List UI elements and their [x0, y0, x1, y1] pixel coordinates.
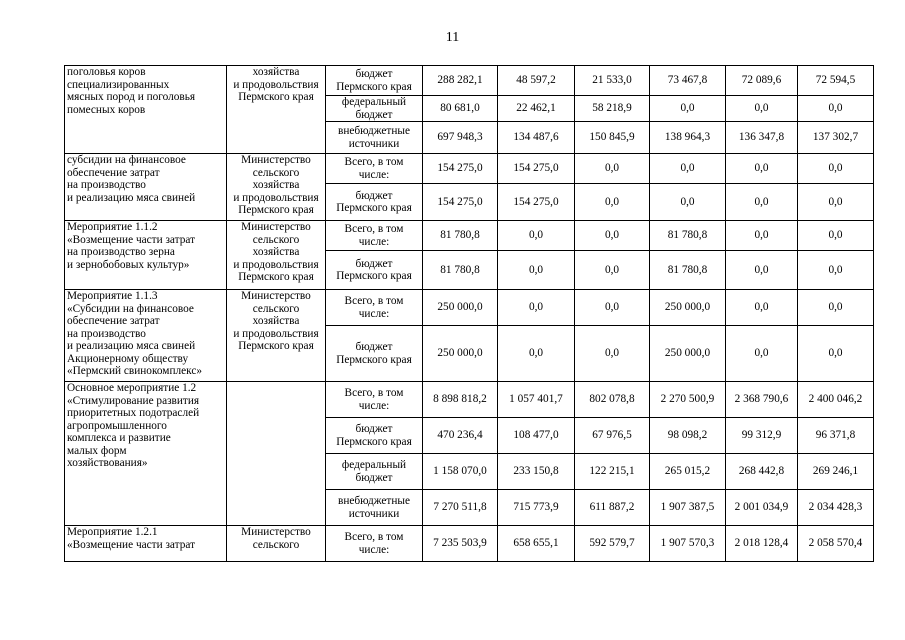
measure-name-line: обеспечение затрат — [67, 315, 160, 327]
amount-cell: 0,0 — [575, 154, 650, 184]
executor-cell — [227, 66, 326, 154]
funding-source-cell — [326, 154, 423, 184]
amount-cell: 658 655,1 — [498, 526, 575, 562]
measure-name-cell — [65, 154, 227, 221]
measure-name-cell — [65, 221, 227, 290]
executor-line: Пермского края — [238, 204, 314, 216]
executor-line: Министерство — [241, 221, 311, 233]
funding-source-line: источники — [348, 137, 400, 150]
amount-cell: 0,0 — [798, 290, 874, 326]
amount-cell: 72 594,5 — [798, 66, 874, 96]
amount-cell: 7 235 503,9 — [423, 526, 498, 562]
funding-source-line: числе: — [358, 168, 390, 181]
amount-cell: 137 302,7 — [798, 122, 874, 154]
funding-source-line: внебюджетные — [337, 125, 410, 137]
measure-name-line: на производство зерна — [67, 246, 175, 258]
measure-name-line: на производство — [67, 327, 146, 340]
amount-cell: 154 275,0 — [423, 154, 498, 184]
amount-cell: 136 347,8 — [726, 122, 798, 154]
executor-line: сельского — [252, 302, 300, 315]
table-row — [65, 221, 874, 251]
amount-cell: 2 270 500,9 — [650, 382, 726, 418]
amount-cell: 0,0 — [726, 221, 798, 251]
funding-source-cell — [326, 418, 423, 454]
amount-cell: 0,0 — [798, 184, 874, 221]
measure-name-line: приоритетных подотраслей — [67, 407, 200, 419]
amount-cell: 2 018 128,4 — [726, 526, 798, 562]
executor-line: хозяйства — [252, 179, 300, 191]
funding-source-line: федеральный — [341, 459, 407, 471]
funding-source-cell — [326, 122, 423, 154]
funding-source-line: бюджет — [355, 68, 393, 80]
executor-line: хозяйства — [252, 66, 300, 78]
funding-source-line: бюджет — [355, 341, 393, 353]
amount-cell: 7 270 511,8 — [423, 490, 498, 526]
funding-source-line: Всего, в том — [344, 156, 404, 168]
amount-cell: 2 058 570,4 — [798, 526, 874, 562]
measure-name-line: и зернобобовых культур» — [67, 258, 190, 271]
page-number: 11 — [445, 30, 460, 45]
amount-cell: 265 015,2 — [650, 454, 726, 490]
amount-cell: 21 533,0 — [575, 66, 650, 96]
funding-source-line: Пермского края — [336, 435, 412, 448]
measure-name-line: малых форм — [67, 444, 127, 457]
table-row — [65, 526, 874, 562]
amount-cell: 0,0 — [575, 221, 650, 251]
amount-cell: 0,0 — [650, 154, 726, 184]
executor-line: Министерство — [241, 290, 311, 302]
table-row — [65, 382, 874, 418]
executor-line: сельского — [252, 538, 300, 551]
amount-cell: 611 887,2 — [575, 490, 650, 526]
amount-cell: 81 780,8 — [650, 251, 726, 290]
amount-cell: 592 579,7 — [575, 526, 650, 562]
amount-cell: 0,0 — [726, 154, 798, 184]
measure-name-line: Акционерному обществу — [67, 352, 189, 365]
executor-line: и продовольствия — [233, 191, 319, 204]
funding-source-line: Всего, в том — [344, 295, 404, 307]
funding-source-cell — [326, 490, 423, 526]
measure-name-line: «Возмещение части затрат — [67, 538, 196, 551]
funding-source-line: бюджет — [355, 108, 393, 121]
amount-cell: 0,0 — [498, 221, 575, 251]
measure-name-cell — [65, 290, 227, 382]
funding-source-line: Всего, в том — [344, 223, 404, 235]
amount-cell: 0,0 — [498, 290, 575, 326]
amount-cell: 0,0 — [798, 154, 874, 184]
funding-source-cell — [326, 382, 423, 418]
measure-name-cell — [65, 382, 227, 526]
executor-line: сельского — [252, 233, 300, 246]
executor-line: и продовольствия — [233, 78, 319, 91]
amount-cell: 67 976,5 — [575, 418, 650, 454]
funding-source-cell — [326, 221, 423, 251]
amount-cell: 0,0 — [726, 96, 798, 122]
amount-cell: 268 442,8 — [726, 454, 798, 490]
executor-line: сельского — [252, 166, 300, 179]
amount-cell: 73 467,8 — [650, 66, 726, 96]
amount-cell: 2 034 428,3 — [798, 490, 874, 526]
measure-name-line: субсидии на финансовое — [67, 154, 186, 166]
amount-cell: 470 236,4 — [423, 418, 498, 454]
amount-cell: 80 681,0 — [423, 96, 498, 122]
funding-source-line: бюджет — [355, 189, 393, 202]
measure-name-cell — [65, 66, 227, 154]
funding-source-line: Всего, в том — [344, 531, 404, 543]
funding-source-line: числе: — [358, 307, 390, 320]
executor-cell — [227, 382, 326, 526]
amount-cell: 150 845,9 — [575, 122, 650, 154]
funding-source-line: числе: — [358, 543, 390, 556]
funding-source-line: бюджет — [355, 471, 393, 484]
funding-source-cell — [326, 251, 423, 290]
amount-cell: 138 964,3 — [650, 122, 726, 154]
amount-cell: 8 898 818,2 — [423, 382, 498, 418]
amount-cell: 0,0 — [650, 184, 726, 221]
funding-source-line: Пермского края — [336, 80, 412, 93]
funding-source-line: бюджет — [355, 423, 393, 435]
funding-source-line: Всего, в том — [344, 387, 404, 399]
measure-name-line: и реализацию мяса свиней — [67, 191, 196, 204]
amount-cell: 81 780,8 — [423, 221, 498, 251]
measure-name-line: «Возмещение части затрат — [67, 233, 196, 246]
amount-cell: 0,0 — [575, 326, 650, 382]
funding-source-line: Пермского края — [336, 353, 412, 366]
amount-cell: 802 078,8 — [575, 382, 650, 418]
amount-cell: 154 275,0 — [498, 184, 575, 221]
amount-cell: 0,0 — [498, 326, 575, 382]
measure-name-line: мясных пород и поголовья — [67, 91, 196, 103]
amount-cell: 134 487,6 — [498, 122, 575, 154]
measure-name-line: специализированных — [67, 78, 170, 91]
funding-source-line: источники — [348, 507, 400, 520]
amount-cell: 99 312,9 — [726, 418, 798, 454]
measure-name-line: «Стимулирование развития — [67, 394, 200, 407]
measure-name-line: хозяйствования» — [67, 457, 148, 469]
executor-line: хозяйства — [252, 315, 300, 327]
funding-source-line: федеральный — [341, 96, 407, 108]
amount-cell: 1 057 401,7 — [498, 382, 575, 418]
funding-source-cell — [326, 96, 423, 122]
executor-cell — [227, 526, 326, 562]
amount-cell: 269 246,1 — [798, 454, 874, 490]
executor-cell — [227, 290, 326, 382]
amount-cell: 0,0 — [498, 251, 575, 290]
funding-source-cell — [326, 66, 423, 96]
executor-cell — [227, 154, 326, 221]
measure-name-line: и реализацию мяса свиней — [67, 340, 196, 352]
amount-cell: 0,0 — [575, 290, 650, 326]
table-row — [65, 290, 874, 326]
measure-name-line: Мероприятие 1.1.3 — [67, 290, 158, 302]
measure-name-line: поголовья коров — [67, 66, 146, 78]
measure-name-cell — [65, 526, 227, 562]
executor-line: Пермского края — [238, 271, 314, 283]
executor-line: и продовольствия — [233, 258, 319, 271]
amount-cell: 0,0 — [726, 251, 798, 290]
funding-source-line: числе: — [358, 235, 390, 248]
amount-cell: 250 000,0 — [423, 326, 498, 382]
measure-name-line: комплекса и развитие — [67, 432, 171, 444]
funding-source-line: Пермского края — [336, 270, 412, 282]
funding-source-cell — [326, 526, 423, 562]
executor-line: Пермского края — [238, 340, 314, 352]
executor-line: Министерство — [241, 526, 311, 538]
amount-cell: 0,0 — [726, 326, 798, 382]
amount-cell: 2 368 790,6 — [726, 382, 798, 418]
funding-source-line: числе: — [358, 399, 390, 412]
amount-cell: 81 780,8 — [650, 221, 726, 251]
funding-source-cell — [326, 184, 423, 221]
funding-source-line: Пермского края — [336, 202, 412, 214]
measure-name-line: Основное мероприятие 1.2 — [67, 382, 197, 394]
amount-cell: 0,0 — [575, 251, 650, 290]
measure-name-line: «Пермский свинокомплекс» — [67, 365, 203, 377]
amount-cell: 0,0 — [798, 96, 874, 122]
amount-cell: 1 907 570,3 — [650, 526, 726, 562]
amount-cell: 250 000,0 — [650, 290, 726, 326]
amount-cell: 1 907 387,5 — [650, 490, 726, 526]
executor-line: Министерство — [241, 154, 311, 166]
funding-source-cell — [326, 454, 423, 490]
funding-source-line: внебюджетные — [337, 495, 410, 507]
amount-cell: 154 275,0 — [423, 184, 498, 221]
amount-cell: 0,0 — [798, 326, 874, 382]
amount-cell: 154 275,0 — [498, 154, 575, 184]
amount-cell: 122 215,1 — [575, 454, 650, 490]
amount-cell: 72 089,6 — [726, 66, 798, 96]
measure-name-line: Мероприятие 1.1.2 — [67, 221, 158, 233]
amount-cell: 58 218,9 — [575, 96, 650, 122]
funding-source-line: бюджет — [355, 257, 393, 270]
amount-cell: 108 477,0 — [498, 418, 575, 454]
executor-line: и продовольствия — [233, 327, 319, 340]
budget-table — [64, 65, 874, 562]
amount-cell: 233 150,8 — [498, 454, 575, 490]
table-row — [65, 154, 874, 184]
amount-cell: 0,0 — [575, 184, 650, 221]
table-row — [65, 66, 874, 96]
amount-cell: 715 773,9 — [498, 490, 575, 526]
amount-cell: 22 462,1 — [498, 96, 575, 122]
measure-name-line: на производство — [67, 179, 146, 191]
funding-source-cell — [326, 290, 423, 326]
measure-name-line: помесных коров — [67, 103, 146, 116]
amount-cell: 0,0 — [798, 251, 874, 290]
amount-cell: 250 000,0 — [650, 326, 726, 382]
amount-cell: 48 597,2 — [498, 66, 575, 96]
executor-cell — [227, 221, 326, 290]
amount-cell: 0,0 — [798, 221, 874, 251]
funding-source-cell — [326, 326, 423, 382]
amount-cell: 96 371,8 — [798, 418, 874, 454]
amount-cell: 1 158 070,0 — [423, 454, 498, 490]
amount-cell: 0,0 — [650, 96, 726, 122]
amount-cell: 98 098,2 — [650, 418, 726, 454]
measure-name-line: Мероприятие 1.2.1 — [67, 526, 158, 538]
amount-cell: 0,0 — [726, 290, 798, 326]
amount-cell: 288 282,1 — [423, 66, 498, 96]
executor-line: хозяйства — [252, 246, 300, 258]
amount-cell: 0,0 — [726, 184, 798, 221]
measure-name-line: «Субсидии на финансовое — [67, 302, 194, 315]
amount-cell: 2 001 034,9 — [726, 490, 798, 526]
measure-name-line: обеспечение затрат — [67, 166, 160, 179]
amount-cell: 697 948,3 — [423, 122, 498, 154]
measure-name-line: агропромышленного — [67, 419, 167, 432]
amount-cell: 2 400 046,2 — [798, 382, 874, 418]
executor-line: Пермского края — [238, 91, 314, 103]
amount-cell: 250 000,0 — [423, 290, 498, 326]
amount-cell: 81 780,8 — [423, 251, 498, 290]
